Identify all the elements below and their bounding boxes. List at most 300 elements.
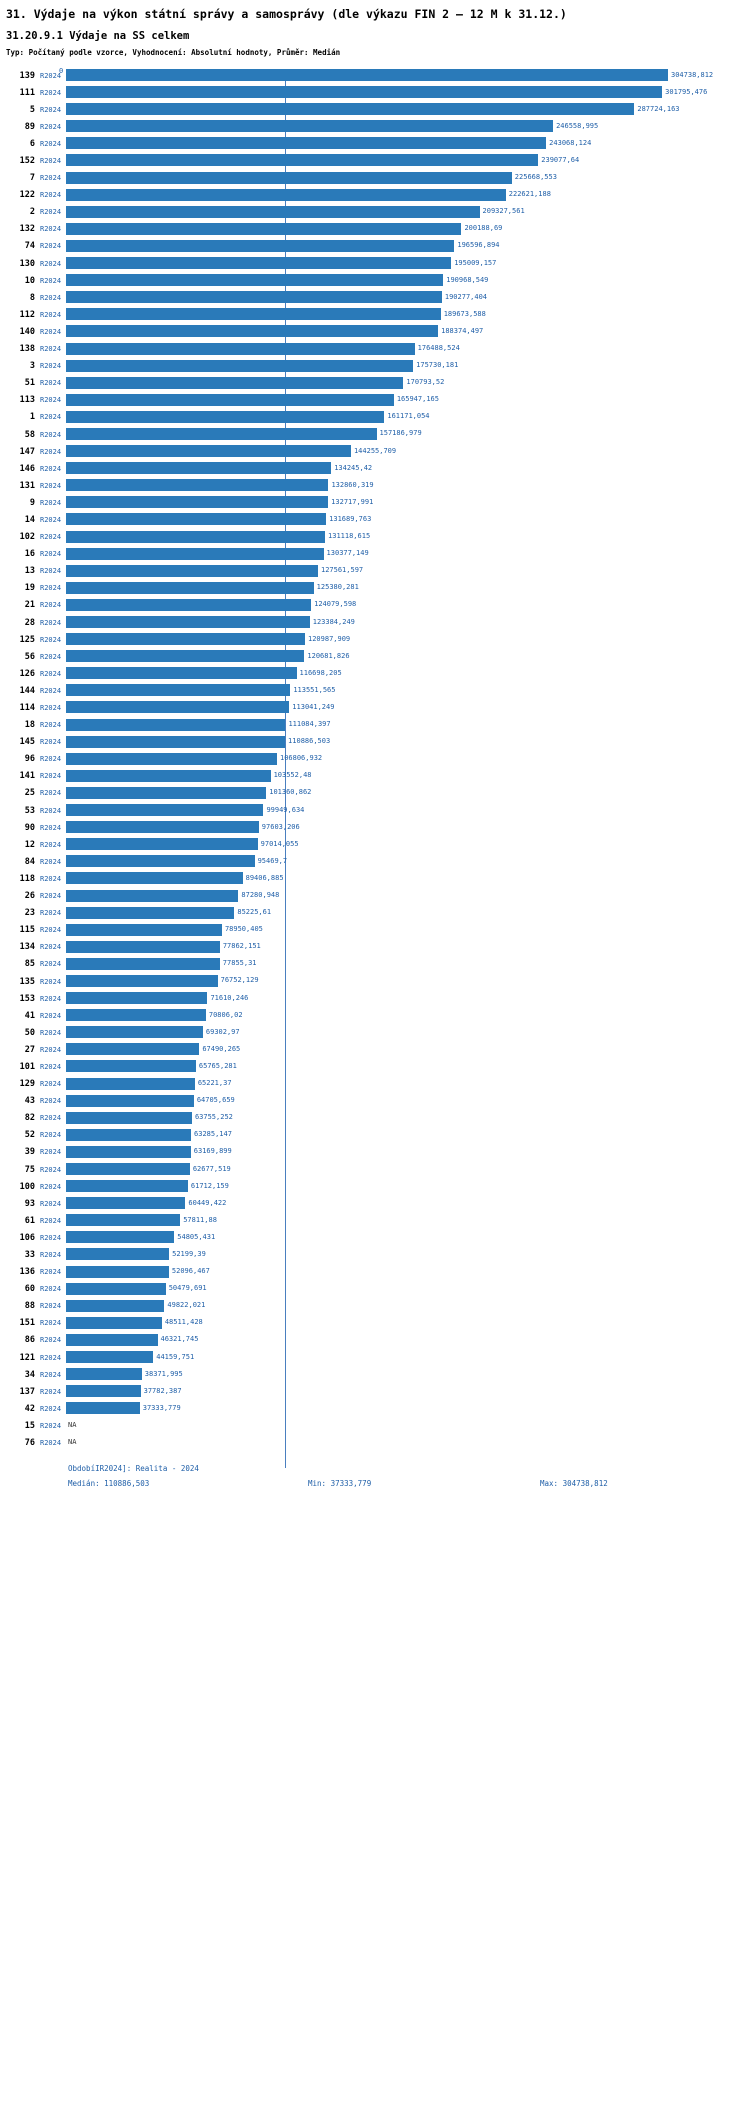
row-period-label: R2024 <box>40 208 62 217</box>
row-bar-track <box>66 768 750 785</box>
row-rank-label: 13 <box>24 566 35 577</box>
table-row[interactable] <box>0 1178 750 1195</box>
row-bar-track <box>66 563 750 580</box>
row-rank-label: 125 <box>19 634 35 645</box>
row-period-label: R2024 <box>40 413 62 422</box>
row-rank-label: 42 <box>24 1403 35 1414</box>
table-row[interactable] <box>0 1315 750 1332</box>
bar[interactable] <box>66 1197 185 1209</box>
table-row[interactable] <box>0 717 750 734</box>
bar-value-label: 246558,995 <box>556 121 599 130</box>
row-rank-label: 135 <box>19 976 35 987</box>
bar[interactable] <box>66 719 285 731</box>
table-row[interactable] <box>0 870 750 887</box>
bar[interactable] <box>66 360 413 372</box>
bar[interactable] <box>66 924 222 936</box>
row-bar-track <box>66 1007 750 1024</box>
bar[interactable] <box>66 582 314 594</box>
bar-value-label: 113041,249 <box>292 702 335 711</box>
bar[interactable] <box>66 890 238 902</box>
bar[interactable] <box>66 411 384 423</box>
bar[interactable] <box>66 154 538 166</box>
bar[interactable] <box>66 753 277 765</box>
bar-value-label: 190968,549 <box>446 275 489 284</box>
row-rank-label: 93 <box>24 1198 35 1209</box>
chart-type-line: Typ: Počítaný podle vzorce, Vyhodnocení: Absolutní hodnoty, Průměr: Medián <box>6 48 341 57</box>
table-row[interactable] <box>0 990 750 1007</box>
bar[interactable] <box>66 172 512 184</box>
table-row[interactable] <box>0 546 750 563</box>
table-row[interactable] <box>0 1417 750 1434</box>
bar[interactable] <box>66 394 394 406</box>
row-bar-track <box>66 135 750 152</box>
table-row[interactable] <box>0 1281 750 1298</box>
row-bar-track <box>66 392 750 409</box>
bar[interactable] <box>66 531 325 543</box>
row-period-label: R2024 <box>40 242 62 251</box>
bar[interactable] <box>66 428 377 440</box>
bar[interactable] <box>66 1129 191 1141</box>
table-row[interactable] <box>0 204 750 221</box>
bar[interactable] <box>66 513 326 525</box>
row-period-label: R2024 <box>40 686 62 695</box>
bar[interactable] <box>66 445 351 457</box>
bar-value-label: 243068,124 <box>549 138 592 147</box>
table-row[interactable] <box>0 272 750 289</box>
row-rank-label: 115 <box>19 925 35 936</box>
table-row[interactable] <box>0 101 750 118</box>
row-bar-track <box>66 152 750 169</box>
table-row[interactable] <box>0 1024 750 1041</box>
table-row[interactable] <box>0 819 750 836</box>
table-row[interactable] <box>0 1298 750 1315</box>
table-row[interactable] <box>0 289 750 306</box>
row-bar-track <box>66 870 750 887</box>
row-rank-label: 12 <box>24 839 35 850</box>
bar[interactable] <box>66 1368 142 1380</box>
bar-value-label: 54805,431 <box>177 1232 216 1241</box>
table-row[interactable] <box>0 460 750 477</box>
bar[interactable] <box>66 1283 166 1295</box>
bar[interactable] <box>66 1214 180 1226</box>
bar[interactable] <box>66 1026 203 1038</box>
footer-min-label: Min: 37333,779 <box>308 1478 372 1488</box>
bar[interactable] <box>66 1180 188 1192</box>
table-row[interactable] <box>0 529 750 546</box>
row-period-label: R2024 <box>40 823 62 832</box>
row-bar-track <box>66 409 750 426</box>
bar[interactable] <box>66 1095 194 1107</box>
bar-value-label: 304738,812 <box>671 70 714 79</box>
bar[interactable] <box>66 1385 141 1397</box>
row-bar-track <box>66 1212 750 1229</box>
bar[interactable] <box>66 992 207 1004</box>
table-row[interactable] <box>0 1246 750 1263</box>
row-period-label: R2024 <box>40 1045 62 1054</box>
bar[interactable] <box>66 189 506 201</box>
bar-value-label: 37782,387 <box>143 1386 182 1395</box>
table-row[interactable] <box>0 494 750 511</box>
table-row[interactable] <box>0 323 750 340</box>
bar[interactable] <box>66 1112 192 1124</box>
row-period-label: R2024 <box>40 430 62 439</box>
table-row[interactable] <box>0 1383 750 1400</box>
table-row[interactable] <box>0 375 750 392</box>
bar[interactable] <box>66 257 451 269</box>
table-row[interactable] <box>0 802 750 819</box>
table-row[interactable] <box>0 597 750 614</box>
row-rank-label: 130 <box>19 258 35 269</box>
table-row[interactable] <box>0 511 750 528</box>
table-row[interactable] <box>0 221 750 238</box>
table-row[interactable] <box>0 888 750 905</box>
row-rank-label: 15 <box>24 1420 35 1431</box>
table-row[interactable] <box>0 477 750 494</box>
bar-value-label: 49822,021 <box>167 1301 206 1310</box>
bar[interactable] <box>66 1266 169 1278</box>
row-rank-label: 74 <box>24 241 35 252</box>
bar[interactable] <box>66 855 255 867</box>
bar[interactable] <box>66 86 662 98</box>
row-period-label: R2024 <box>40 1233 62 1242</box>
row-bar-track <box>66 221 750 238</box>
table-row[interactable] <box>0 426 750 443</box>
table-row[interactable] <box>0 648 750 665</box>
table-row[interactable] <box>0 443 750 460</box>
row-bar-track <box>66 375 750 392</box>
bar[interactable] <box>66 103 634 115</box>
bar-value-label: 63755,252 <box>194 1113 233 1122</box>
bar[interactable] <box>66 1334 158 1346</box>
bar-value-label: 97014,055 <box>260 839 299 848</box>
row-period-label: R2024 <box>40 909 62 918</box>
row-bar-track <box>66 323 750 340</box>
table-row[interactable] <box>0 1195 750 1212</box>
row-rank-label: 114 <box>19 703 35 714</box>
bar[interactable] <box>66 1248 169 1260</box>
row-bar-track <box>66 1110 750 1127</box>
row-bar-track <box>66 665 750 682</box>
table-row[interactable] <box>0 358 750 375</box>
table-row[interactable] <box>0 699 750 716</box>
bar[interactable] <box>66 223 461 235</box>
row-rank-label: 89 <box>24 121 35 132</box>
bar[interactable] <box>66 667 297 679</box>
row-period-label: R2024 <box>40 601 62 610</box>
row-rank-label: 85 <box>24 959 35 970</box>
bar-value-label: 157186,979 <box>379 429 422 438</box>
bar[interactable] <box>66 650 304 662</box>
bar[interactable] <box>66 137 546 149</box>
row-rank-label: 141 <box>19 771 35 782</box>
table-row[interactable] <box>0 118 750 135</box>
bar-value-label: 106806,932 <box>279 754 323 763</box>
row-bar-track <box>66 546 750 563</box>
row-bar-track <box>66 511 750 528</box>
table-row[interactable] <box>0 1366 750 1383</box>
table-row[interactable] <box>0 905 750 922</box>
row-period-label: R2024 <box>40 1011 62 1020</box>
table-row[interactable] <box>0 1093 750 1110</box>
table-row[interactable] <box>0 1161 750 1178</box>
row-period-label: R2024 <box>40 157 62 166</box>
bar-value-label: 57811,88 <box>183 1215 217 1224</box>
bar[interactable] <box>66 1078 195 1090</box>
table-row[interactable] <box>0 785 750 802</box>
row-bar-track <box>66 255 750 272</box>
bar-value-label: 130377,149 <box>326 549 369 558</box>
row-period-label: R2024 <box>40 1336 62 1345</box>
table-row[interactable] <box>0 1400 750 1417</box>
table-row[interactable] <box>0 1076 750 1093</box>
bar[interactable] <box>66 804 263 816</box>
table-row[interactable] <box>0 341 750 358</box>
bar[interactable] <box>66 479 328 491</box>
row-rank-label: 2 <box>29 207 35 218</box>
bar-value-label: 97603,206 <box>261 822 300 831</box>
bar[interactable] <box>66 975 218 987</box>
table-row[interactable] <box>0 306 750 323</box>
bar[interactable] <box>66 462 331 474</box>
row-bar-track <box>66 529 750 546</box>
bar-value-label: 70806,02 <box>208 1010 243 1019</box>
row-bar-track <box>66 1349 750 1366</box>
bar-value-label: 65765,281 <box>198 1061 237 1070</box>
bar-value-label: 101360,862 <box>269 788 312 797</box>
bar[interactable] <box>66 1317 162 1329</box>
table-row[interactable] <box>0 751 750 768</box>
bar[interactable] <box>66 958 220 970</box>
row-rank-label: 28 <box>24 617 35 628</box>
bar[interactable] <box>66 120 553 132</box>
bar[interactable] <box>66 565 318 577</box>
bar[interactable] <box>66 821 259 833</box>
row-period-label: R2024 <box>40 874 62 883</box>
table-row[interactable] <box>0 1110 750 1127</box>
bar[interactable] <box>66 240 454 252</box>
bar-value-label: 287724,163 <box>637 104 680 113</box>
row-rank-label: 138 <box>19 344 35 355</box>
bar-value-label: 120681,826 <box>307 651 350 660</box>
bar[interactable] <box>66 616 310 628</box>
bar[interactable] <box>66 69 668 81</box>
bar-value-label: NA <box>68 1438 77 1446</box>
table-row[interactable] <box>0 187 750 204</box>
row-bar-track <box>66 118 750 135</box>
row-period-label: R2024 <box>40 857 62 866</box>
row-rank-label: 111 <box>19 87 35 98</box>
row-period-label: R2024 <box>40 396 62 405</box>
row-rank-label: 50 <box>24 1027 35 1038</box>
table-row[interactable] <box>0 170 750 187</box>
table-row[interactable] <box>0 734 750 751</box>
table-row[interactable] <box>0 1264 750 1281</box>
bar[interactable] <box>66 1402 140 1414</box>
row-rank-label: 76 <box>24 1438 35 1449</box>
bar-value-label: 144255,709 <box>353 446 397 455</box>
bar-value-label: 85225,61 <box>237 908 272 917</box>
table-row[interactable] <box>0 922 750 939</box>
table-row[interactable] <box>0 84 750 101</box>
bar[interactable] <box>66 377 403 389</box>
table-row[interactable] <box>0 255 750 272</box>
row-period-label: R2024 <box>40 652 62 661</box>
table-row[interactable] <box>0 614 750 631</box>
bar[interactable] <box>66 206 480 218</box>
bar[interactable] <box>66 1231 174 1243</box>
bar[interactable] <box>66 496 328 508</box>
bar[interactable] <box>66 684 290 696</box>
bar[interactable] <box>66 1009 206 1021</box>
table-row[interactable] <box>0 1349 750 1366</box>
chart-footer <box>0 1464 750 1508</box>
table-row[interactable] <box>0 67 750 84</box>
row-bar-track <box>66 272 750 289</box>
table-row[interactable] <box>0 1058 750 1075</box>
footer-median-label: Medián: 110886,503 <box>68 1478 150 1488</box>
bar-value-label: 190277,404 <box>444 292 488 301</box>
table-row[interactable] <box>0 135 750 152</box>
table-row[interactable] <box>0 1144 750 1161</box>
bar-value-label: 37333,779 <box>142 1403 181 1412</box>
row-bar-track <box>66 1315 750 1332</box>
bar[interactable] <box>66 1163 190 1175</box>
row-rank-label: 75 <box>24 1164 35 1175</box>
bar[interactable] <box>66 548 324 560</box>
bar[interactable] <box>66 770 271 782</box>
row-bar-track <box>66 1041 750 1058</box>
bar-value-label: 95469,7 <box>257 856 288 865</box>
table-row[interactable] <box>0 392 750 409</box>
row-bar-track <box>66 751 750 768</box>
bar-value-label: 124079,598 <box>314 600 357 609</box>
table-row[interactable] <box>0 768 750 785</box>
row-rank-label: 19 <box>24 583 35 594</box>
table-row[interactable] <box>0 836 750 853</box>
bar-value-label: 301795,476 <box>665 87 708 96</box>
row-bar-track <box>66 990 750 1007</box>
row-rank-label: 18 <box>24 720 35 731</box>
bar-value-label: 134245,42 <box>334 463 373 472</box>
bar[interactable] <box>66 325 438 337</box>
bar[interactable] <box>66 1060 196 1072</box>
row-period-label: R2024 <box>40 310 62 319</box>
bar-value-label: 113551,565 <box>293 685 336 694</box>
table-row[interactable] <box>0 238 750 255</box>
row-bar-track <box>66 1264 750 1281</box>
table-row[interactable] <box>0 152 750 169</box>
table-row[interactable] <box>0 409 750 426</box>
bar-value-label: 78950,405 <box>224 925 263 934</box>
row-period-label: R2024 <box>40 1370 62 1379</box>
row-bar-track <box>66 1366 750 1383</box>
row-bar-track <box>66 1178 750 1195</box>
bar[interactable] <box>66 941 220 953</box>
bar[interactable] <box>66 1146 191 1158</box>
row-rank-label: 134 <box>19 942 35 953</box>
row-rank-label: 100 <box>19 1181 35 1192</box>
row-period-label: R2024 <box>40 738 62 747</box>
bar[interactable] <box>66 1351 153 1363</box>
row-period-label: R2024 <box>40 550 62 559</box>
table-row[interactable] <box>0 939 750 956</box>
table-row[interactable] <box>0 1229 750 1246</box>
table-row[interactable] <box>0 956 750 973</box>
table-row[interactable] <box>0 665 750 682</box>
row-bar-track <box>66 1127 750 1144</box>
bar[interactable] <box>66 343 415 355</box>
row-period-label: R2024 <box>40 1097 62 1106</box>
table-row[interactable] <box>0 1212 750 1229</box>
row-rank-label: 88 <box>24 1301 35 1312</box>
table-row[interactable] <box>0 1435 750 1452</box>
bar[interactable] <box>66 736 285 748</box>
bar-value-label: 46321,745 <box>160 1335 199 1344</box>
table-row[interactable] <box>0 853 750 870</box>
bar-value-label: 77862,151 <box>222 942 261 951</box>
row-period-label: R2024 <box>40 105 62 114</box>
row-bar-track <box>66 888 750 905</box>
row-bar-track <box>66 1332 750 1349</box>
row-rank-label: 23 <box>24 908 35 919</box>
bar[interactable] <box>66 787 266 799</box>
row-bar-track <box>66 1281 750 1298</box>
bar[interactable] <box>66 633 305 645</box>
table-row[interactable] <box>0 563 750 580</box>
table-row[interactable] <box>0 631 750 648</box>
row-period-label: R2024 <box>40 88 62 97</box>
bar[interactable] <box>66 308 441 320</box>
bar-value-label: 200188,69 <box>464 224 503 233</box>
bar[interactable] <box>66 1043 199 1055</box>
row-rank-label: 82 <box>24 1113 35 1124</box>
row-rank-label: 86 <box>24 1335 35 1346</box>
table-row[interactable] <box>0 1127 750 1144</box>
row-bar-track <box>66 460 750 477</box>
table-row[interactable] <box>0 1332 750 1349</box>
bar[interactable] <box>66 838 258 850</box>
row-rank-label: 136 <box>19 1267 35 1278</box>
table-row[interactable] <box>0 1007 750 1024</box>
table-row[interactable] <box>0 580 750 597</box>
bar[interactable] <box>66 907 234 919</box>
table-row[interactable] <box>0 682 750 699</box>
bar-value-label: 44159,751 <box>156 1352 195 1361</box>
row-rank-label: 33 <box>24 1250 35 1261</box>
row-rank-label: 140 <box>19 326 35 337</box>
row-period-label: R2024 <box>40 1165 62 1174</box>
bar-value-label: 52199,39 <box>172 1249 206 1258</box>
row-period-label: R2024 <box>40 1404 62 1413</box>
bar-value-label: 175730,181 <box>416 361 459 370</box>
bar[interactable] <box>66 872 243 884</box>
bar[interactable] <box>66 701 289 713</box>
row-rank-label: 61 <box>24 1215 35 1226</box>
bar-value-label: 64705,659 <box>196 1096 235 1105</box>
bar[interactable] <box>66 1300 164 1312</box>
bar[interactable] <box>66 274 443 286</box>
row-period-label: R2024 <box>40 139 62 148</box>
row-bar-track <box>66 170 750 187</box>
row-bar-track <box>66 1161 750 1178</box>
bar[interactable] <box>66 599 311 611</box>
row-rank-label: 131 <box>19 480 35 491</box>
bar[interactable] <box>66 291 442 303</box>
table-row[interactable] <box>0 1041 750 1058</box>
table-row[interactable] <box>0 973 750 990</box>
row-bar-track <box>66 443 750 460</box>
row-period-label: R2024 <box>40 635 62 644</box>
